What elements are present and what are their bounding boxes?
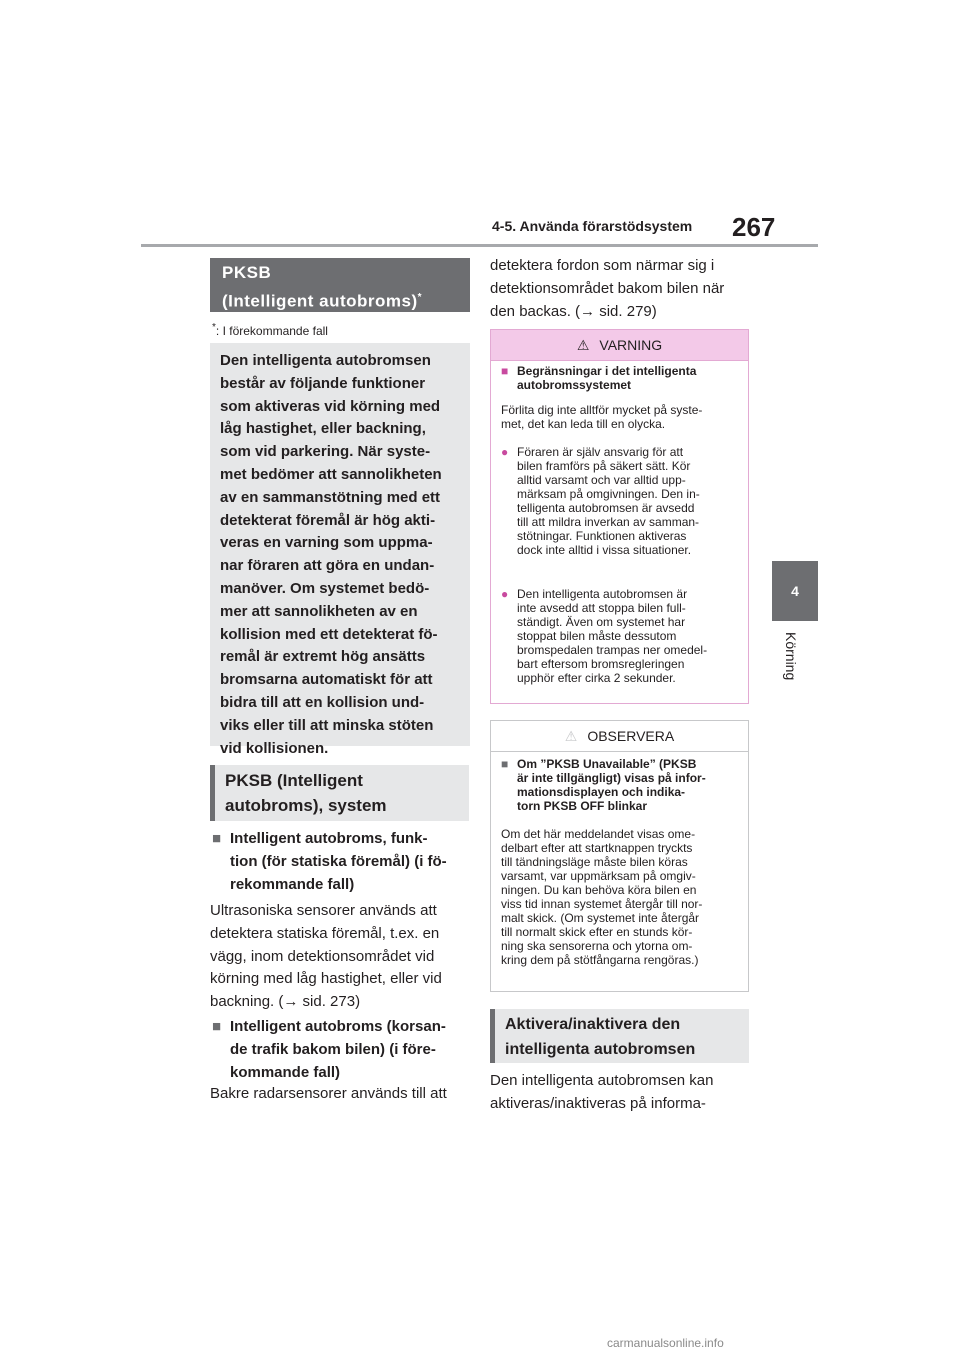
warning-bullet-line: stötningar. Funktionen aktiveras: [517, 529, 687, 543]
warning-bullet-1: [501, 445, 741, 557]
warning-heading: [501, 364, 741, 392]
notice-text-line: malt skick. (Om systemet inte återgår: [501, 911, 700, 925]
notice-title: OBSERVERA: [587, 728, 675, 744]
activate-subheading: [490, 1009, 749, 1063]
paragraph-line: backning. (→ sid. 273): [210, 993, 361, 1011]
heading-footnote-marker: *: [417, 292, 423, 303]
heading-line-2: (Intelligent autobroms): [222, 291, 418, 311]
warning-bullet-line: märksam på omgivningen. Den in-: [517, 487, 700, 501]
warning-bullet-line: bart eftersom bromsregleringen: [517, 657, 685, 671]
intro-line: mer att sannolikheten av en: [220, 602, 418, 620]
warning-bullet-line: upphör efter cirka 2 sekunder.: [517, 671, 676, 685]
footnote: [212, 322, 328, 338]
paragraph-static: [210, 900, 472, 1014]
notice-header: [491, 721, 748, 752]
warning-bullet-line: bilen framförs på säkert sätt. Kör: [517, 459, 691, 473]
dot-bullet-icon: ●: [501, 445, 509, 459]
warning-bullet-line: telligenta autobromsen är avsedd: [517, 501, 695, 515]
warning-bullet-line: ständigt. Även om systemet har: [517, 615, 686, 629]
page-number: 267: [732, 212, 776, 242]
paragraph-line: den backas. (→ sid. 279): [490, 302, 657, 320]
intro-line: veras en varning som uppma-: [220, 534, 433, 552]
notice-text-line: Om det här meddelandet visas ome-: [501, 827, 696, 841]
section-title: 4-5. Använda förarstödsystem: [492, 218, 693, 234]
notice-heading-line: torn PKSB OFF blinkar: [517, 799, 648, 813]
intro-line: kollision med ett detekterat fö-: [220, 625, 438, 643]
intro-line: bidra till att en kollision und-: [220, 693, 425, 711]
bullet-heading-line: Intelligent autobroms, funk-: [230, 830, 428, 847]
warning-bullet-line: Den intelligenta autobromsen är: [517, 587, 688, 601]
warning-text: [501, 403, 741, 431]
intro-line: bromsarna automatiskt för att: [220, 671, 433, 689]
bullet-heading-cross-traffic: [212, 1016, 470, 1084]
notice-text-line: till normalt skick efter en stunds kör-: [501, 925, 693, 939]
bullet-heading-line: kommande fall): [230, 1063, 341, 1081]
bullet-heading-line: Intelligent autobroms (korsan-: [230, 1018, 446, 1035]
chapter-tab[interactable]: [772, 561, 818, 621]
caution-triangle-icon: ⚠: [564, 727, 578, 744]
footnote-text: : I förekommande fall: [215, 324, 328, 338]
notice-heading-line: mationsdisplayen och indika-: [517, 785, 686, 799]
warning-heading-line: autobromssystemet: [517, 378, 632, 392]
intro-line: viks eller till att minska stöten: [220, 716, 434, 734]
intro-line: som vid parkering. När syste-: [220, 443, 431, 461]
warning-triangle-icon: ⚠: [576, 336, 590, 353]
paragraph-line: Bakre radarsensorer används till att: [210, 1085, 447, 1102]
intro-box: [210, 343, 470, 757]
header-rule: [141, 244, 818, 247]
chapter-label: Körning: [783, 632, 799, 681]
square-bullet-icon: ■: [212, 1018, 222, 1035]
paragraph-line: detektera statiska föremål, t.ex. en: [210, 924, 440, 942]
warning-bullet-line: dock inte alltid i vissa situationer.: [517, 543, 692, 557]
intro-line: som aktiveras vid körning med: [220, 397, 441, 415]
intro-line: met bedömer att sannolikheten: [220, 465, 442, 483]
paragraph-line: körning med låg hastighet, eller vid: [210, 970, 442, 988]
warning-bullet-line: stoppat bilen måste dessutom: [517, 629, 677, 643]
paragraph-line: aktiveras/inaktiveras på informa-: [490, 1094, 706, 1112]
subheading-line-1: Aktivera/inaktivera den: [505, 1016, 681, 1033]
notice-box: [490, 720, 749, 992]
paragraph-final: [490, 1070, 752, 1116]
warning-bullet-line: bromspedalen trampas ner omedel-: [517, 643, 708, 657]
notice-text-line: viss tid innan systemet återgår till nor-: [501, 897, 703, 911]
intro-line: låg hastighet, eller backning,: [220, 420, 426, 438]
notice-heading-line: Om ”PKSB Unavailable” (PKSB: [517, 757, 697, 771]
bullet-heading-line: rekommande fall): [230, 875, 355, 893]
intro-line: manöver. Om systemet bedö-: [220, 579, 430, 597]
paragraph-continued: [490, 255, 752, 323]
notice-heading-line: är inte tillgängligt) visas på infor-: [517, 771, 706, 785]
dot-bullet-icon: ●: [501, 587, 509, 601]
warning-text-line: Förlita dig inte alltför mycket på syste-: [501, 403, 703, 417]
intro-line: vid kollisionen.: [220, 739, 329, 757]
warning-text-line: met, det kan leda till en olycka.: [501, 417, 666, 431]
square-bullet-icon: ■: [501, 757, 509, 771]
paragraph-line: vägg, inom detektionsområdet vid: [210, 947, 435, 965]
subheading-line-2: intelligenta autobromsen: [505, 1041, 696, 1058]
warning-bullet-line: alltid varsamt och var alltid upp-: [517, 473, 686, 487]
notice-text-line: varsamt, var uppmärksam på omgiv-: [501, 869, 696, 883]
paragraph-cross-traffic: [210, 1083, 472, 1106]
paragraph-line: detektera fordon som närmar sig i: [490, 257, 715, 274]
intro-line: detekterat föremål är hög akti-: [220, 511, 436, 529]
intro-line: Den intelligenta autobromsen: [220, 352, 431, 369]
warning-heading-line: Begränsningar i det intelligenta: [517, 364, 697, 378]
notice-text-line: kring dem på stötfångarna rengöras.): [501, 953, 699, 967]
chapter-number: 4: [791, 583, 799, 599]
warning-header: [491, 330, 748, 361]
square-bullet-icon: ■: [501, 364, 509, 378]
section-heading: [210, 258, 470, 312]
notice-text-line: ning ska sensorerna och ytorna om-: [501, 939, 693, 953]
subheading-line-1: PKSB (Intelligent: [225, 771, 363, 790]
bullet-heading-line: tion (för statiska föremål) (i fö-: [230, 852, 447, 870]
heading-line-1: PKSB: [222, 263, 272, 282]
notice-text: [501, 827, 741, 967]
warning-bullet-line: Föraren är själv ansvarig för att: [517, 445, 684, 459]
subheading-line-2: autobroms), system: [225, 796, 387, 815]
footnote-marker: *: [212, 322, 216, 333]
warning-box: [490, 329, 749, 704]
warning-bullet-2: [501, 587, 741, 685]
intro-line: remål är extremt hög ansätts: [220, 648, 426, 666]
paragraph-line: Den intelligenta autobromsen kan: [490, 1072, 714, 1089]
warning-title: VARNING: [599, 337, 663, 353]
square-bullet-icon: ■: [212, 830, 222, 847]
paragraph-line: detektionsområdet bakom bilen när: [490, 279, 725, 297]
watermark: carmanualsonline.info: [607, 1336, 724, 1350]
warning-bullet-line: till att mildra inverkan av samman-: [517, 515, 700, 529]
notice-text-line: delbart efter att startknappen tryckts: [501, 841, 693, 855]
notice-heading: [501, 757, 741, 813]
system-subheading: [210, 765, 469, 821]
intro-line: nar föraren att göra en undan-: [220, 557, 435, 575]
intro-line: av en sammanstötning med ett: [220, 488, 441, 506]
bullet-heading-static: [212, 828, 470, 896]
bullet-heading-line: de trafik bakom bilen) (i före-: [230, 1040, 436, 1058]
notice-text-line: ningen. Du kan behöva köra bilen en: [501, 883, 697, 897]
paragraph-line: Ultrasoniska sensorer används att: [210, 902, 437, 919]
intro-line: består av följande funktioner: [220, 374, 426, 392]
warning-bullet-line: inte avsedd att stoppa bilen full-: [517, 601, 686, 615]
notice-text-line: till tändningsläge måste bilen köras: [501, 855, 688, 869]
